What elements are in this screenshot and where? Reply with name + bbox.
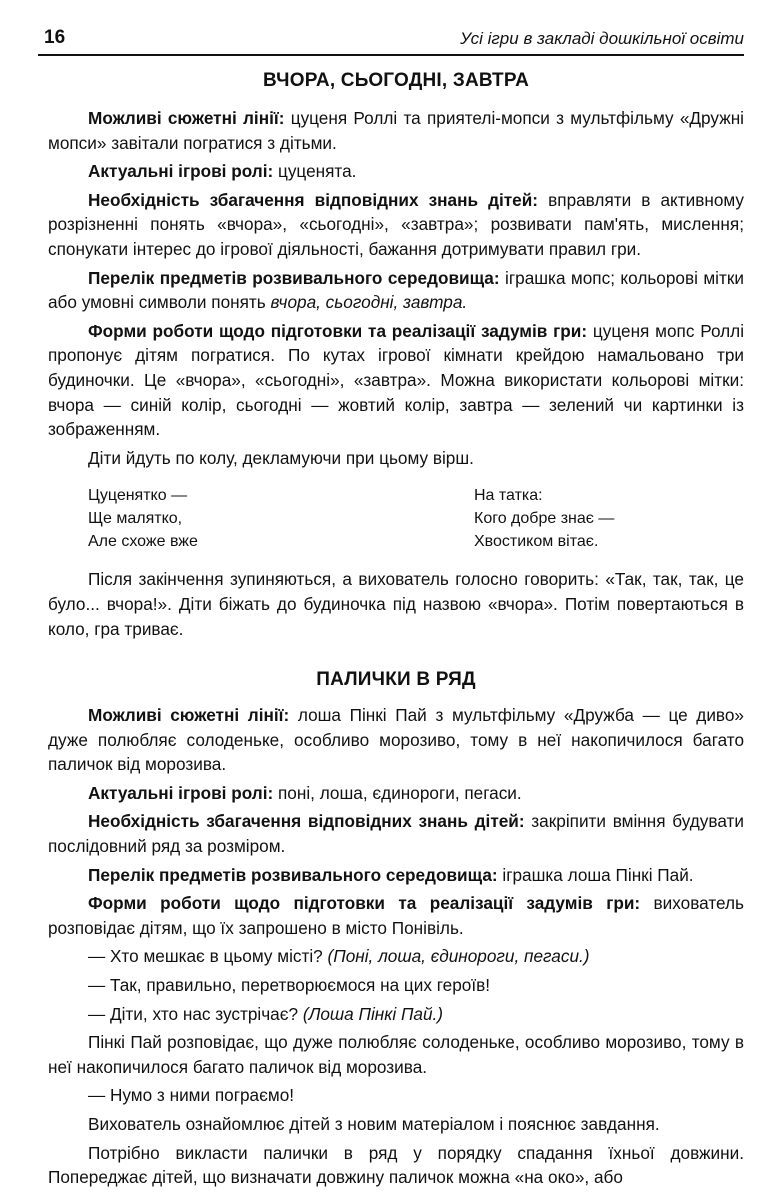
game1-roles-label: Актуальні ігрові ролі:: [88, 161, 274, 182]
game1-items-italic: вчора, сьогодні, завтра.: [270, 292, 468, 313]
dialogue-line-2: — Так, правильно, перетворюємося на цих героїв!: [88, 975, 490, 996]
dialogue-1-italic: (Поні, лоша, єдинороги, пегаси.): [327, 946, 590, 967]
game2-roles: [48, 781, 744, 806]
dialogue-3-italic: (Лоша Пінкі Пай.): [302, 1003, 444, 1024]
game2-play: — Нумо з ними пограємо!: [88, 1085, 295, 1106]
game1-circle: Діти йдуть по колу, декламуючи при цьому вірш.: [88, 447, 474, 468]
game2-items-text: іграшка лоша Пінкі Пай.: [502, 864, 694, 885]
game2-roles-text: поні, лоша, єдинороги, пегаси.: [277, 782, 522, 803]
game2-plot-label: Можливі сюжетні лінії:: [88, 705, 290, 726]
poem-line: На татка:: [474, 487, 543, 505]
game1-need-text: вправляти в активному розрізненні понять «вчора», «сьогодні», «завтра»; розвивати пам'ять, мислення; спонукати інтерес до ігрової діяльності, бажання дотримувати правил гри.: [48, 189, 745, 259]
game2-roles-label: Актуальні ігрові ролі:: [88, 782, 274, 803]
game2-items: [48, 863, 744, 888]
dialogue-1-text: — Хто мешкає в цьому місті?: [88, 946, 323, 967]
game1-forms: [48, 319, 744, 442]
game2-plot: [48, 703, 744, 777]
game1-roles: [48, 159, 744, 184]
game1-after: Після закінчення зупиняються, а вихователь голосно говорить: «Так, так, так, це було... вчора!». Діти біжать до будиночка під назвою «вчора». Потім повертаються в коло, гра триває.: [48, 569, 744, 639]
game1-forms-label: Форми роботи щодо підготовки та реалізації задумів гри:: [88, 320, 588, 341]
game1-title: ВЧОРА, СЬОГОДНІ, ЗАВТРА: [262, 70, 529, 91]
game2-story: Пінкі Пай розповідає, що дуже полюбляє солоденьке, особливо морозиво, тому в неї накопичилося багато паличок від морозива.: [48, 1032, 744, 1077]
game2-items-label: Перелік предметів розвивального середовища:: [88, 864, 498, 885]
game1-items-text: іграшка мопс; кольорові мітки або умовні символи понять: [48, 267, 744, 313]
game2-task: Потрібно викласти палички в ряд у порядку спадання їхньої довжини. Попереджає дітей, що визначати довжину паличок можна «на око», або: [48, 1142, 744, 1188]
game1-items-label: Перелік предметів розвивального середовища:: [88, 267, 500, 288]
game1-forms-text: цуценя мопс Роллі пропонує дітям погратися. По кутах ігрової кімнати крейдою намальовано три будиночки. Це «вчора», «сьогодні», «завтра». Можна використати кольорові мітки: вчора — синій колір, сьогодні — жовтий колір, завтра — зелений чи картинки із зображенням.: [48, 320, 745, 440]
page-header: [38, 20, 744, 56]
page-number: 16: [44, 27, 66, 48]
game2-need-text: закріпити вміння будувати послідовний ряд за розміром.: [48, 811, 744, 857]
game1-plot: [48, 106, 744, 155]
poem: [48, 484, 744, 553]
poem-line: Хвостиком вітає.: [474, 533, 599, 551]
poem-line: Кого добре знає —: [474, 510, 615, 528]
game1-need: [48, 188, 744, 262]
poem-right-column: [468, 484, 614, 553]
dialogue-line-1: [48, 944, 744, 969]
game2-need: [48, 809, 744, 858]
running-title: Усі ігри в закладі дошкільної освіти: [460, 29, 744, 48]
poem-left-column: [48, 484, 468, 553]
poem-line: Ще малятко,: [88, 510, 183, 528]
game2-forms-label: Форми роботи щодо підготовки та реалізації задумів гри:: [88, 893, 641, 914]
game2-need-label: Необхідність збагачення відповідних знань дітей:: [88, 811, 525, 832]
game2-forms-text: вихователь розповідає дітям, що їх запрошено в місто Понівіль.: [48, 893, 745, 938]
game2-forms: [48, 891, 744, 940]
poem-line: Цуценятко —: [88, 487, 188, 505]
dialogue-line-3: [48, 1002, 744, 1027]
game1-plot-label: Можливі сюжетні лінії:: [88, 108, 285, 128]
game1-need-label: Необхідність збагачення відповідних знань дітей:: [88, 189, 539, 210]
dialogue-3-text: — Діти, хто нас зустрічає?: [88, 1003, 299, 1024]
game1-items: [48, 266, 744, 315]
page-content: [48, 60, 744, 1194]
poem-line: Але схоже вже: [88, 533, 198, 551]
game2-title: ПАЛИЧКИ В РЯД: [316, 669, 476, 691]
game2-plot-text: лоша Пінкі Пай з мультфільму «Дружба — це диво» дуже полюбляє солоденьке, особливо морозиво, тому в неї накопичилося багато паличок від морозива.: [48, 705, 744, 775]
game1-plot-text: цуценя Роллі та приятелі-мопси з мультфільму «Дружні мопси» завітали погратися з дітьми.: [48, 108, 745, 153]
game2-intro: Вихователь ознайомлює дітей з новим матеріалом і пояснює завдання.: [88, 1114, 660, 1134]
game1-roles-text: цуценята.: [277, 161, 357, 182]
